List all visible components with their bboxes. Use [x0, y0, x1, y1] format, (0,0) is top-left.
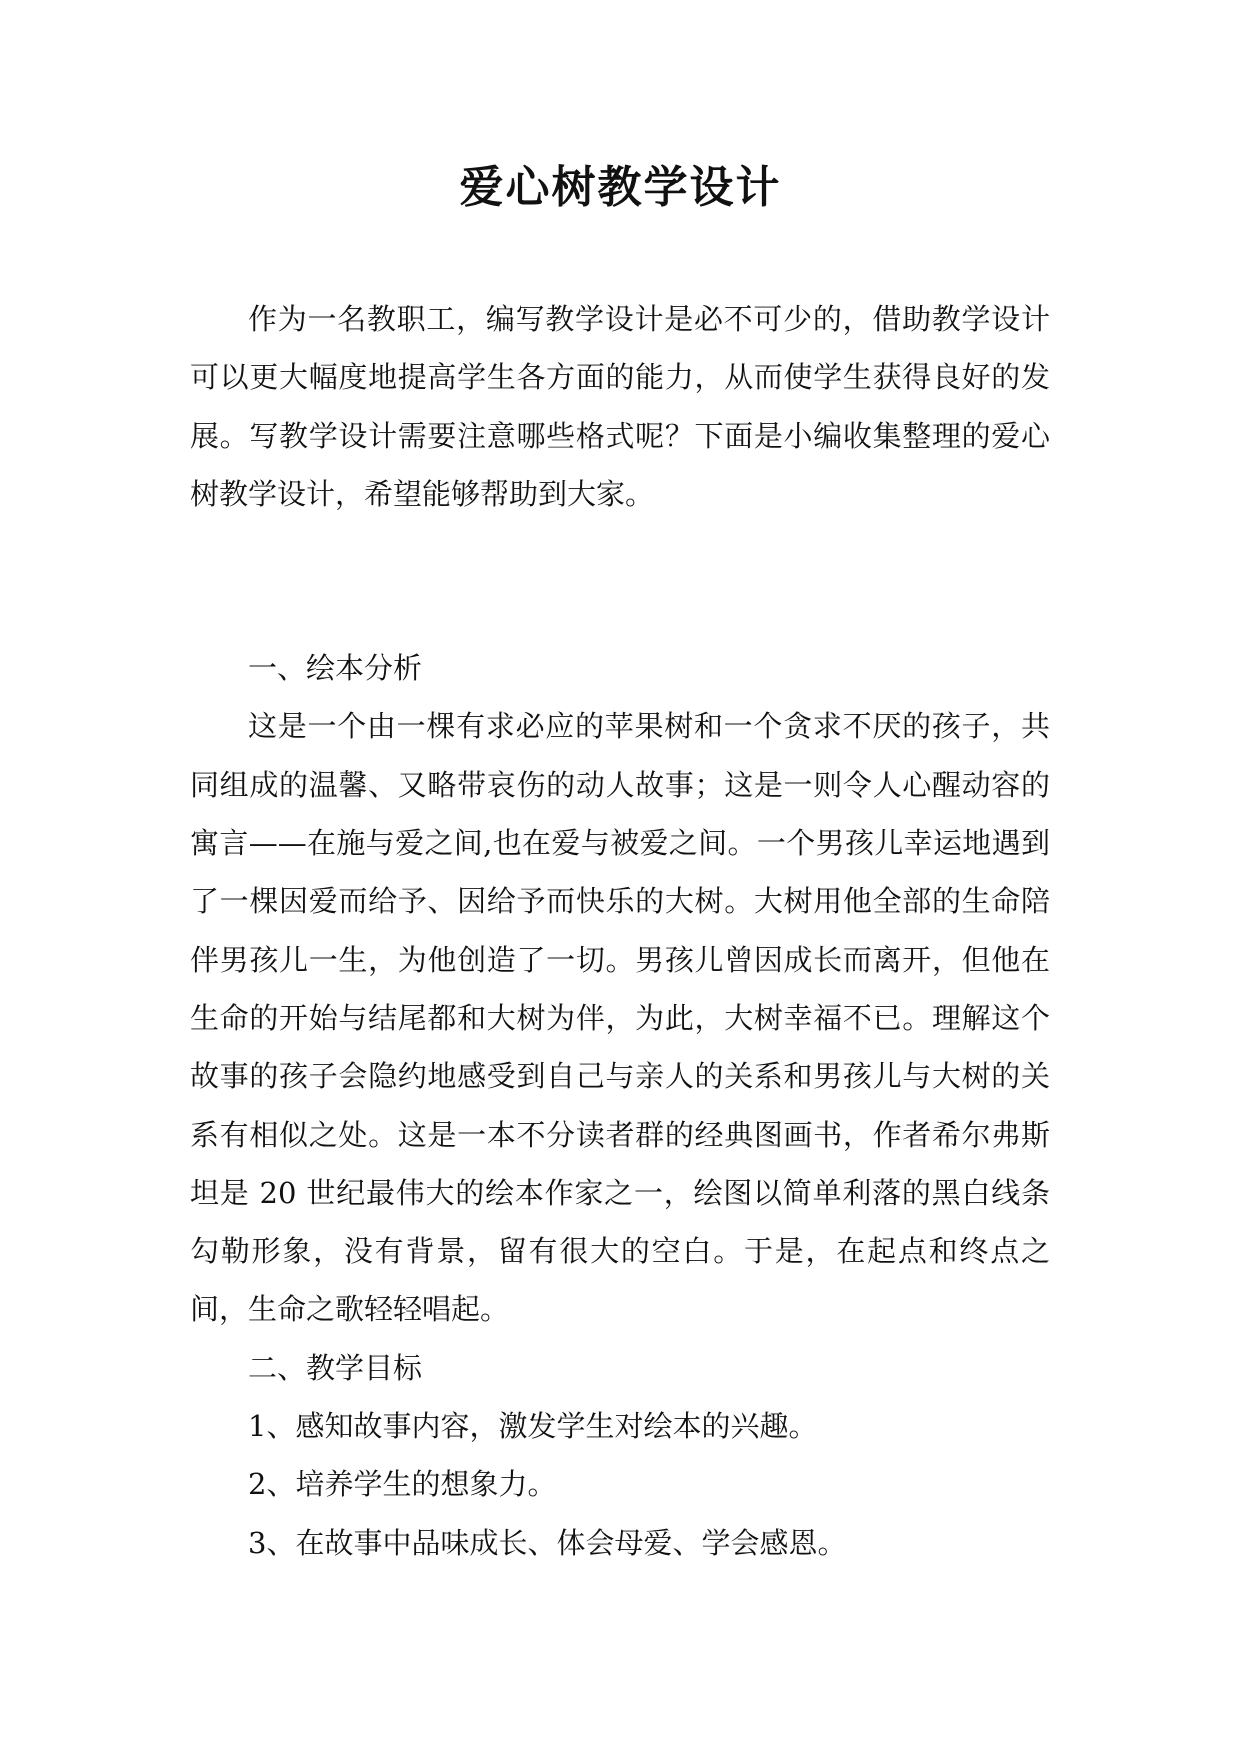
objective-item-3: 3、在故事中品味成长、体会母爱、学会感恩。	[248, 1525, 847, 1560]
section-paragraph-picture-book-analysis: 这是一个由一棵有求必应的苹果树和一个贪求不厌的孩子，共同组成的温馨、又略带哀伤的动人故事；这是一则令人心醒动容的寓言——在施与爱之间,也在爱与被爱之间。一个男孩儿幸运地遇到了一棵因爱而给予、因给予而快乐的大树。大树用他全部的生命陪伴男孩儿一生，为他创造了一切。男孩儿曾因成长而离开，但他在生命的开始与结尾都和大树为伴，为此，大树幸福不已。理解这个故事的孩子会隐约地感受到自己与亲人的关系和男孩儿与大树的关系有相似之处。这是一本不分读者群的经典图画书，作者希尔弗斯坦是 20 世纪最伟大的绘本作家之一，绘图以简单利落的黑白线条勾勒形象，没有背景，留有很大的空白。于是，在起点和终点之间，生命之歌轻轻唱起。	[190, 709, 1050, 1327]
section-heading-picture-book-analysis: 一、绘本分析	[248, 651, 423, 686]
objective-item-1: 1、感知故事内容，激发学生对绘本的兴趣。	[248, 1409, 818, 1444]
document-title: 爱心树教学设计	[459, 162, 782, 213]
paragraph-spacer	[190, 523, 1050, 639]
intro-paragraph: 作为一名教职工，编写教学设计是必不可少的，借助教学设计可以更大幅度地提高学生各方面的能力，从而使学生获得良好的发展。写教学设计需要注意哪些格式呢？下面是小编收集整理的爱心树教学设计，希望能够帮助到大家。	[190, 302, 1050, 511]
objective-item-2: 2、培养学生的想象力。	[248, 1467, 557, 1502]
section-heading-teaching-objectives: 二、教学目标	[248, 1350, 423, 1385]
document-body	[190, 290, 1050, 1572]
